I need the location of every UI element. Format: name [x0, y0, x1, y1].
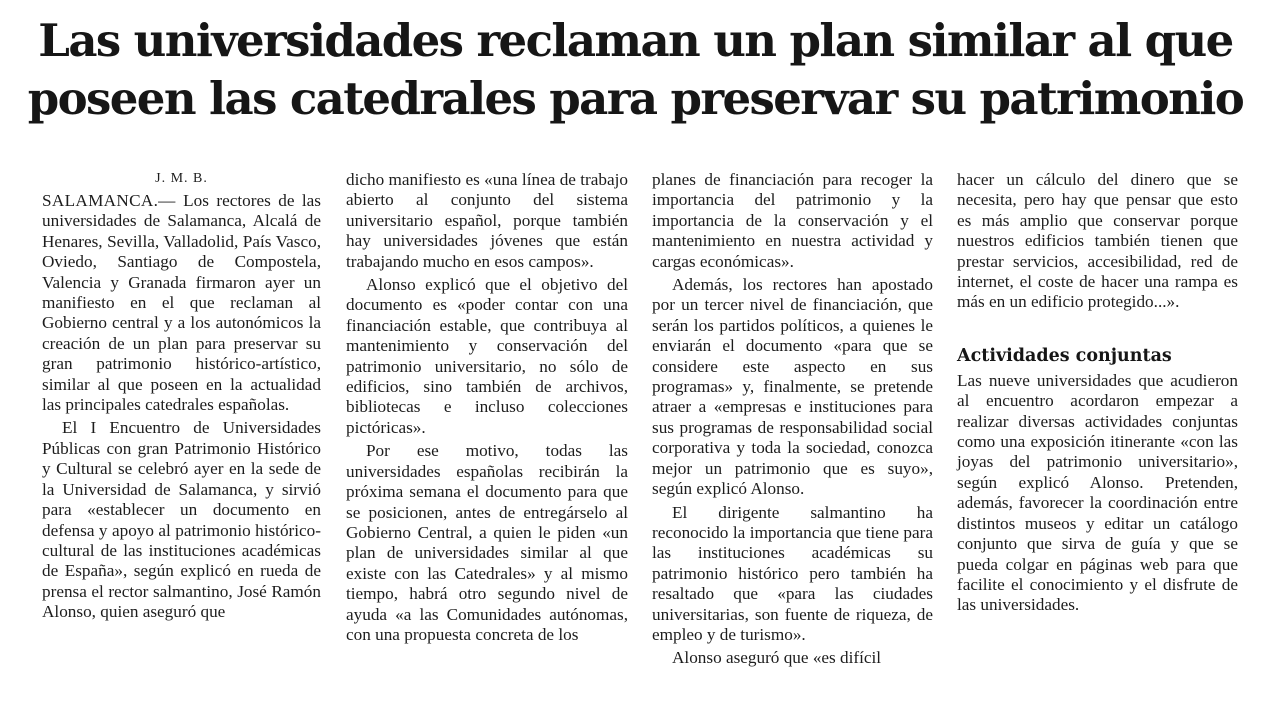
headline-line-2: poseen las catedrales para preservar su patrimonio — [27, 72, 1244, 125]
paragraph: El I Encuentro de Universidades Públicas con gran Patrimonio Histórico y Cultural se celebró ayer en la sede de la Universidad de Salamanca, y sirvió para «establecer un documento en defensa y apoyo al patrimonio histórico-cultural de las instituciones académicas de España», según explicó en rueda de prensa el rector salmantino, José Ramón Alonso, quien aseguró que — [42, 418, 321, 622]
article-column-4 — [957, 170, 1238, 616]
section-subhead: Actividades conjuntas — [957, 345, 1172, 366]
article-column-1 — [42, 170, 321, 623]
article-column-2 — [346, 170, 628, 645]
paragraph: Además, los rectores han apostado por un tercer nivel de financiación, que serán los partidos políticos, a quienes le enviarán el documento «para que se considere este aspecto en sus programas» y, finalmente, se pretende atraer a «empresas e instituciones para sus programas de responsabilidad social corporativa y toda la sociedad, conozca mejor un patrimonio que es suyo», según explicó Alonso. — [652, 275, 933, 499]
paragraph-continued: hacer un cálculo del dinero que se necesita, pero hay que pensar que esto es más amplio que conservar porque nuestros edificios también tienen que prestar servicios, accesibilidad, red de internet, el coste de hacer una rampa es más en un edificio protegido...». — [957, 170, 1238, 312]
paragraph-continued: dicho manifiesto es «una línea de trabajo abierto al conjunto del sistema universitario español, porque también hay universidades jóvenes que están trabajando mucho en esos campos». — [346, 170, 628, 271]
headline-line-1: Las universidades reclaman un plan similar al que — [38, 14, 1233, 67]
article-column-3 — [652, 170, 933, 669]
paragraph-lead — [42, 191, 321, 415]
byline: J. M. B. — [155, 171, 208, 186]
paragraph: Alonso explicó que el objetivo del documento es «poder contar con una financiación estable, que contribuya al mantenimiento y conservación del patrimonio universitario, no sólo de edificios, sino también de archivos, bibliotecas e incluso colecciones pictóricas». — [346, 275, 628, 437]
paragraph: Por ese motivo, todas las universidades españolas recibirán la próxima semana el documento para que se posicionen, antes de entregárselo al Gobierno Central, a quien le piden «un plan de universidades similar al que existe con las Catedrales» y al mismo tiempo, habrá otro segundo nivel de ayuda «a las Comunidades autónomas, con una propuesta concreta de los — [346, 441, 628, 644]
dateline: SALAMANCA.— — [42, 191, 176, 210]
paragraph-continued: planes de financiación para recoger la importancia del patrimonio y la importancia de la conservación y el mantenimiento en nuestra actividad y cargas económicas». — [652, 170, 933, 271]
paragraph: El dirigente salmantino ha reconocido la importancia que tiene para las instituciones académicas su patrimonio histórico pero también ha resaltado que «para las ciudades universitarias, son fuente de riqueza, de empleo y de turismo». — [652, 502, 933, 644]
paragraph: Alonso aseguró que «es difícil — [672, 648, 882, 668]
lead-text: Los rectores de las universidades de Salamanca, Alcalá de Henares, Sevilla, Valladolid, País Vasco, Oviedo, Santiago de Compostela, Valencia y Granada firmaron ayer un manifiesto en el que reclaman al Gobierno central y a los autonómicos la creación de un plan para preservar su gran patrimonio histórico-artístico, similar al que poseen en la actualidad las principales catedrales españolas. — [42, 191, 321, 415]
paragraph: Las nueve universidades que acudieron al encuentro acordaron empezar a realizar diversas actividades conjuntas como una exposición itinerante «con las joyas del patrimonio universitario», según explicó Alonso. Pretenden, además, favorecer la coordinación entre distintos museos y editar un catálogo conjunto que sirva de guía y que se pueda colgar en páginas web para que facilite el conocimiento y el disfrute de las universidades. — [957, 370, 1238, 615]
headline — [0, 12, 1271, 128]
